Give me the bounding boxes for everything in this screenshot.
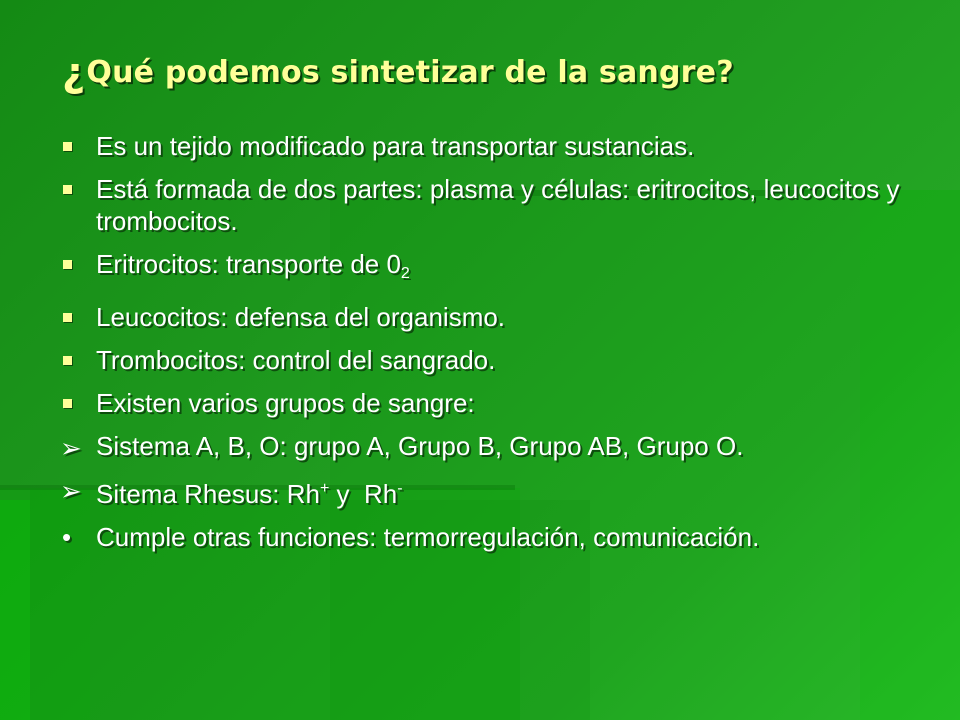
list-item-text: Es un tejido modificado para transportar sustancias.: [96, 131, 695, 161]
list-item-text: Sitema Rhesus: Rh: [96, 479, 320, 509]
list-item: [60, 301, 940, 333]
list-item: [60, 473, 940, 510]
square-bullet-icon: [60, 248, 88, 280]
list-item: [60, 130, 940, 162]
bullet-list: [60, 130, 940, 564]
slide-title: [62, 50, 734, 96]
list-item-text: Cumple otras funciones: termorregulación, comunicación.: [96, 522, 760, 552]
title-question-mark: ¿: [62, 50, 86, 96]
list-item-text: Sistema A, B, O: grupo A, Grupo B, Grupo AB, Grupo O.: [96, 431, 744, 461]
subscript: 2: [400, 265, 410, 282]
list-item: [60, 248, 940, 290]
list-item-text: Trombocitos: control del sangrado.: [96, 345, 496, 375]
square-bullet-icon: [60, 344, 88, 376]
title-text: Qué podemos sintetizar de la sangre?: [86, 55, 734, 90]
square-bullet-icon: [60, 301, 88, 333]
list-item-text: Está formada de dos partes: plasma y células: eritrocitos, leucocitos y trombocitos.: [96, 174, 900, 236]
list-item: [60, 173, 940, 237]
list-item-text: y Rh: [329, 479, 398, 509]
list-item-text: Eritrocitos: transporte de 0: [96, 249, 401, 279]
superscript: -: [397, 480, 403, 497]
list-item: [60, 387, 940, 419]
arrow-bullet-icon: ➢: [60, 433, 82, 463]
dot-bullet-icon: •: [62, 522, 72, 552]
list-item-text: Leucocitos: defensa del organismo.: [96, 302, 506, 332]
list-item: [60, 430, 940, 462]
arrow-bullet-icon: ➢: [60, 476, 82, 506]
list-item-text: Existen varios grupos de sangre:: [96, 388, 475, 418]
superscript: +: [319, 480, 330, 497]
decor-block: [0, 500, 30, 720]
square-bullet-icon: [60, 130, 88, 162]
square-bullet-icon: [60, 387, 88, 419]
list-item: [60, 344, 940, 376]
list-item: [60, 521, 940, 553]
square-bullet-icon: [60, 173, 88, 205]
